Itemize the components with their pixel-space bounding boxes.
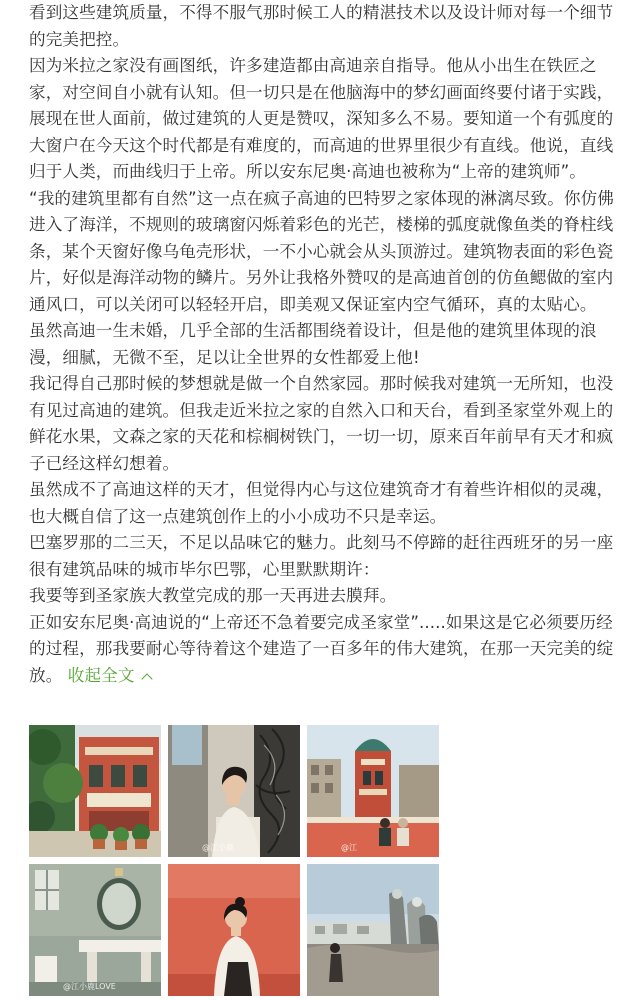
paragraph: “我的建筑里都有自然”这一点在疯子高迪的巴特罗之家体现的淋漓尽致。你仿佛进入了海洋，不规则的玻璃窗闪烁着彩色的光芒，楼梯的弧度就像鱼类的脊柱线条，某个天窗好像乌龟壳形状，一不小心就会从头顶游过。建筑物表面的彩色瓷片，好似是海洋动物的鳞片。另外让我格外赞叹的是高迪首创的仿鱼鳃做的室内通风口，可以关闭可以轻轻开启，即美观又保证室内空气循环，真的太贴心。 xyxy=(29,188,614,314)
photo-woman-red-wall[interactable] xyxy=(168,864,300,996)
photo-casa-vicens-tower[interactable] xyxy=(307,725,439,857)
photo-casa-vicens-garden[interactable] xyxy=(29,725,161,857)
photo-image xyxy=(29,725,161,857)
photo-interior-bathroom[interactable] xyxy=(29,864,161,996)
photo-rooftop-chimneys[interactable] xyxy=(307,864,439,996)
paragraph: 虽然成不了高迪这样的天才，但觉得内心与这位建筑奇才有着些许相似的灵魂，也大概自信了这一点建筑创作上的小小成功不只是幸运。 xyxy=(29,480,614,526)
paragraph: 虽然高迪一生未婚，几乎全部的生活都围绕着设计，但是他的建筑里体现的浪漫，细腻，无微不至，足以让全世界的女性都爱上他! xyxy=(29,321,597,367)
paragraph-last-text: 正如安东尼奥·高迪说的“上帝还不急着要完成圣家堂”.....如果这是它必须要历经的过程，那我要耐心等待着这个建造了一百多年的伟大建筑，在那一天完美的绽放。 xyxy=(29,612,614,685)
post-text xyxy=(29,0,629,689)
photo-image xyxy=(307,864,439,996)
paragraph: 看到这些建筑质量，不得不服气那时候工人的精湛技术以及设计师对每一个细节的完美把控。 xyxy=(29,3,614,49)
collapse-label: 收起全文 xyxy=(67,665,135,685)
chevron-up-icon xyxy=(141,673,152,684)
photo-grid xyxy=(29,725,439,996)
collapse-full-text-link[interactable] xyxy=(68,666,151,685)
paragraph-last xyxy=(29,610,629,690)
photo-image xyxy=(168,725,300,857)
paragraph: 巴塞罗那的二三天，不足以品味它的魅力。此刻马不停蹄的赶往西班牙的另一座很有建筑品味的城市毕尔巴鄂，心里默默期许： xyxy=(29,533,614,579)
photo-woman-iron-gate[interactable] xyxy=(168,725,300,857)
watermark: @江小鹿LOVE xyxy=(63,982,116,991)
paragraph: 因为米拉之家没有画图纸，许多建造都由高迪亲自指导。他从小出生在铁匠之家，对空间自小就有认知。但一切只是在他脑海中的梦幻画面终要付诸于实践，展现在世人面前，做过建筑的人更是赞叹，深知多么不易。要知道一个有弧度的大窗户在今天这个时代都是有难度的，而高迪的世界里很少有直线。他说，直线归于人类，而曲线归于上帝。所以安东尼奥·高迪也被称为“上帝的建筑师”。 xyxy=(29,56,614,181)
watermark: @江 xyxy=(341,843,357,852)
paragraph: 我要等到圣家族大教堂完成的那一天再进去膜拜。 xyxy=(29,586,397,605)
photo-image xyxy=(168,864,300,996)
watermark: @江小鹿 xyxy=(202,843,234,852)
paragraph: 我记得自己那时候的梦想就是做一个自然家园。那时候我对建筑一无所知，也没有见过高迪的建筑。但我走近米拉之家的自然入口和天台，看到圣家堂外观上的鲜花水果，文森之家的天花和棕榈树铁门，一切一切，原来百年前早有天才和疯子已经这样幻想着。 xyxy=(29,374,614,473)
photo-image xyxy=(29,864,161,996)
photo-image xyxy=(307,725,439,857)
